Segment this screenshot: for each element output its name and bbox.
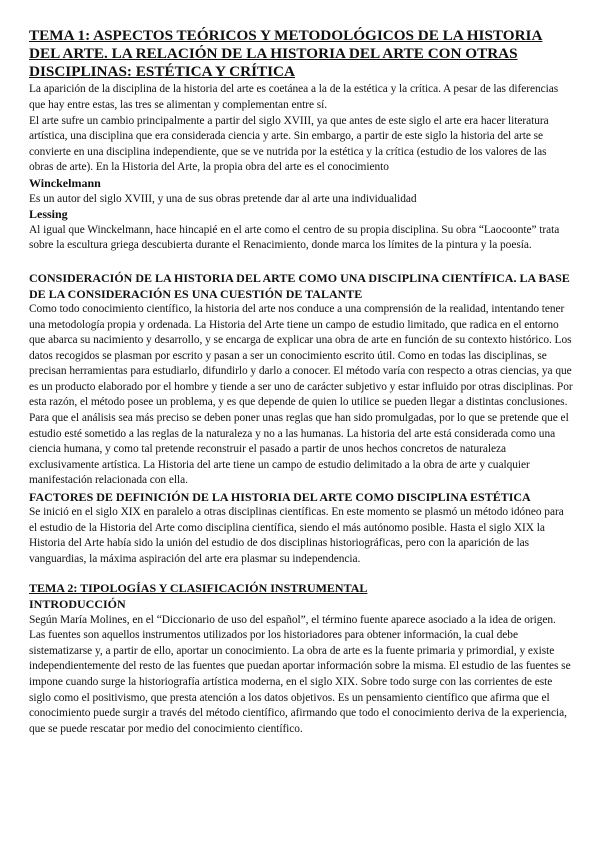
factores-text: Se inició en el siglo XIX en paralelo a otras disciplinas científicas. En este momento se plasmó un método idóneo para el estudio de la Historia del Arte como disciplina científica, siendo el más autónomo posible. Hasta el siglo XIX la Historia del Arte había sido la unión del estudio de dos disciplinas historiográficas, pero con la aparición de las vanguardias, la máxima aspiración del arte era plasmar su independencia. xyxy=(29,506,564,565)
winckelmann-text: Es un autor del siglo XVIII, y una de sus obras pretende dar al arte una individualidad xyxy=(29,192,417,205)
tema1-title: TEMA 1: ASPECTOS TEÓRICOS Y METODOLÓGICOS DE LA HISTORIA DEL ARTE. LA RELACIÓN DE LA HISTORIA DEL ARTE CON OTRAS DISCIPLINAS: ESTÉTICA Y CRÍTICA xyxy=(29,27,543,80)
winckelmann-heading: Winckelmann xyxy=(29,175,101,190)
spacer xyxy=(29,254,573,270)
tema2-title: TEMA 2: TIPOLOGÍAS Y CLASIFICACIÓN INSTRUMENTAL xyxy=(29,581,368,596)
consideracion-heading: CONSIDERACIÓN DE LA HISTORIA DEL ARTE COMO UNA DISCIPLINA CIENTÍFICA. LA BASE DE LA CONSIDERACIÓN ES UNA CUESTIÓN DE TALANTE xyxy=(29,270,570,301)
lessing-text: Al igual que Winckelmann, hace hincapié en el arte como el centro de su propia disciplina. Su obra “Laocoonte” trata sobre la escultura griega descubierta durante el Renacimiento, donde marca los límites de la pintura y la poesía. xyxy=(29,223,560,252)
introduccion-heading: INTRODUCCIÓN xyxy=(29,597,126,612)
tema1-paragraph-2: El arte sufre un cambio principalmente a partir del siglo XVIII, ya que antes de este siglo el arte era hacer literatura artística, una disciplina que era considerada ciencia y arte. Sin embargo, a partir de este siglo la historia del arte se convierte en una disciplina independiente, que se ve nutrida por la estética y la crítica (estudio de los valores de las obras de arte). En la Historia del Arte, la propia obra del arte es el conocimiento xyxy=(29,114,549,174)
consideracion-text: Como todo conocimiento científico, la historia del arte nos conduce a una comprensión de la realidad, intentando tener una metodología propia y ordenada. La Historia del Arte tiene un campo de estudio limitado, que radica en el entorno que abarca su nacimiento y desarrollo, y se encarga de explicar una obra de arte en función de su contexto histórico. Los datos recogidos se plasman por escrito y pasan a ser un conocimiento escrito útil. Como en todas las disciplinas, se precisan herramientas para estudiarlo, difundirlo y darlo a conocer. El método varía con respecto a otras ciencias, ya que es un producto elaborado por el hombre y tiende a ser uno de carácter subjetivo y estar influido por otras disciplinas. Por esta razón, el método posee un problema, y es que depende de quien lo utilice se pueden llegar a distintas conclusiones. Para que el análisis sea más preciso se deben poner unas reglas que han sido promulgadas, por lo que se pretende que el estudio esté sometido a las reglas de la naturaleza y no a las humanas. La historia del arte está considerada como una ciencia humana, y como tal pretende reconstruir el pasado a partir de unos hechos concretos de naturaleza exclusivamente artística. La Historia del arte tiene un campo de estudio delimitado a la obra de arte y cualquier manifestación relacionada con ella. xyxy=(29,302,573,487)
factores-heading: FACTORES DE DEFINICIÓN DE LA HISTORIA DEL ARTE COMO DISCIPLINA ESTÉTICA xyxy=(29,490,531,505)
spacer xyxy=(29,567,573,581)
tema2-text: Según María Molines, en el “Diccionario de uso del español”, el término fuente aparece asociado a la idea de origen. Las fuentes son aquellos instrumentos utilizados por los historiadores para obtener información, la cual debe sistematizarse y, a partir de ello, aportar un conocimiento. La obra de arte es la fuente primaria y primordial, y existe independientemente del resto de las fuentes que puedan aportar información sobre la misma. El estudio de las fuentes se impone cuando surge la historiografía artística moderna, en el siglo XIX. Sobre todo surge con las corrientes de este siglo como el positivismo, que presta atención a los datos objetivos. Es un pensamiento científico que afirma que el conocimiento puede surgir a través del método científico, afirmando que todo el conocimiento deriva de la experiencia, que se puede rescatar por medio del conocimiento científico. xyxy=(29,613,571,735)
tema1-paragraph-1: La aparición de la disciplina de la historia del arte es coetánea a la de la estética y la crítica. A pesar de las diferencias que hay entre estas, las tres se alimentan y complementan entre sí. xyxy=(29,83,559,111)
lessing-heading: Lessing xyxy=(29,207,68,222)
